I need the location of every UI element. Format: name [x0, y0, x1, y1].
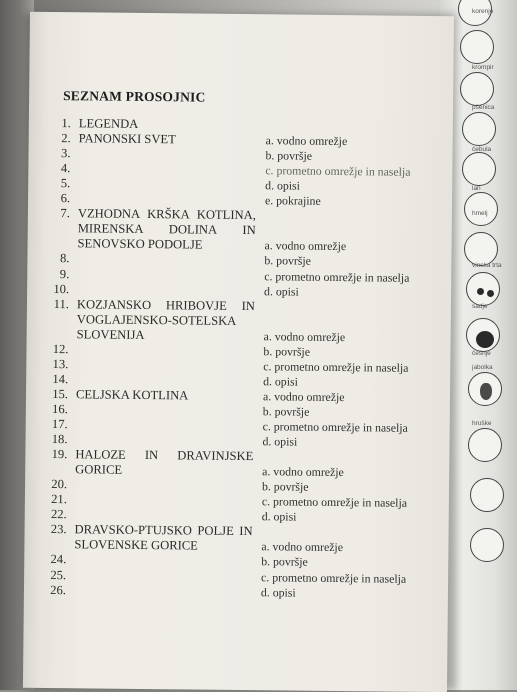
binder-label: korenje	[472, 8, 493, 15]
item-number: 25.	[24, 567, 66, 581]
page-title: SEZNAM PROSOJNIC	[63, 88, 206, 105]
transparency-subitem: d. opisi	[262, 510, 297, 524]
item-number: 18.	[25, 432, 67, 446]
crop-icon	[462, 112, 496, 146]
transparency-subitem: b. površje	[264, 254, 311, 268]
transparency-subitem: c. prometno omrežje in naselja	[263, 359, 408, 375]
region-name: HALOZE IN DRAVINJSKE	[75, 447, 253, 463]
region-name: KOZJANSKO HRIBOVJE IN	[77, 297, 255, 313]
crop-icon	[464, 232, 498, 266]
transparency-subitem: e. pokrajine	[265, 194, 321, 209]
binder-label: pšenica	[472, 104, 494, 111]
transparency-subitem: b. površje	[263, 404, 310, 418]
region-name: GORICE	[75, 462, 253, 478]
item-number: 19.	[25, 447, 67, 461]
transparency-subitem: c. prometno omrežje in naselja	[261, 570, 406, 586]
item-number: 6.	[28, 191, 70, 205]
transparency-subitem: a. vodno omrežje	[261, 540, 343, 555]
transparency-subitem: b. površje	[262, 479, 309, 493]
transparency-subitem: a. vodno omrežje	[262, 464, 344, 479]
binder-label: hmelj	[472, 210, 488, 217]
item-number: 20.	[25, 477, 67, 491]
region-name: SENOVSKO PODOLJE	[78, 237, 256, 253]
item-number: 22.	[25, 507, 67, 521]
item-number: 13.	[26, 357, 68, 371]
pear-icon	[480, 383, 492, 400]
cherry-icon	[477, 288, 484, 295]
transparency-subitem: b. površje	[263, 344, 310, 358]
item-number: 8.	[27, 251, 69, 265]
binder-label: krompir	[472, 64, 494, 71]
transparency-subitem: b. površje	[261, 555, 308, 569]
transparency-subitem: d. opisi	[265, 178, 300, 192]
transparency-subitem: a. vodno omrežje	[266, 133, 348, 148]
item-number: 24.	[24, 552, 66, 566]
transparency-subitem: c. prometno omrežje in naselja	[263, 419, 408, 435]
fruit-icon	[470, 528, 504, 562]
binder-label: čebula	[472, 146, 491, 153]
region-name: CELJSKA KOTLINA	[76, 387, 254, 403]
item-number: 3.	[28, 146, 70, 160]
region-name: LEGENDA	[79, 116, 257, 132]
binder-label: češnje	[472, 350, 491, 357]
item-number: 15.	[26, 387, 68, 401]
item-number: 14.	[26, 372, 68, 386]
region-name: DRAVSKO-PTUJSKO POLJE IN	[75, 523, 253, 539]
transparency-subitem: d. opisi	[262, 434, 297, 448]
binder-label: jabolka	[472, 364, 493, 371]
item-number: 4.	[28, 161, 70, 175]
region-name: MIRENSKA DOLINA IN	[78, 222, 256, 238]
binder-label: vinska trta	[472, 262, 502, 269]
region-name: SLOVENSKE GORICE	[74, 538, 252, 554]
item-number: 10.	[27, 281, 69, 295]
item-number: 1.	[29, 116, 71, 130]
transparency-subitem: c. prometno omrežje in naselja	[262, 494, 407, 510]
transparency-subitem: a. vodno omrežje	[264, 329, 346, 344]
transparency-subitem: d. opisi	[261, 585, 296, 599]
crop-icon	[460, 30, 494, 64]
item-number: 16.	[26, 402, 68, 416]
item-number: 26.	[24, 582, 66, 596]
item-number: 9.	[27, 266, 69, 280]
item-number: 23.	[25, 522, 67, 536]
region-name: VOGLAJENSKO-SOTELSKA	[77, 312, 255, 328]
item-number: 17.	[26, 417, 68, 431]
region-name: PANONSKI SVET	[79, 131, 257, 147]
transparency-subitem: d. opisi	[263, 374, 298, 388]
transparency-subitem: a. vodno omrežje	[265, 239, 347, 254]
item-number: 2.	[29, 131, 71, 145]
transparency-subitem: d. opisi	[264, 284, 299, 298]
fruit-icon	[470, 478, 504, 512]
item-number: 11.	[27, 296, 69, 310]
transparency-subitem: b. površje	[265, 148, 312, 162]
transparency-subitem: c. prometno omrežje in naselja	[265, 163, 410, 179]
transparency-subitem: a. vodno omrežje	[263, 389, 345, 404]
region-name: SLOVENIJA	[77, 327, 255, 343]
crop-icon	[460, 72, 494, 106]
apple-icon	[476, 331, 494, 348]
fruit-icon	[468, 428, 502, 462]
crop-icon	[462, 152, 496, 186]
binder-label: lan	[472, 185, 481, 192]
region-name: VZHODNA KRŠKA KOTLINA,	[78, 207, 256, 223]
list-item	[24, 582, 444, 600]
binder-label: hruške	[472, 420, 492, 427]
item-number: 5.	[28, 176, 70, 190]
item-number: 21.	[25, 492, 67, 506]
item-number: 7.	[28, 206, 70, 220]
document-page	[23, 12, 454, 692]
transparency-subitem: c. prometno omrežje in naselja	[264, 269, 409, 285]
crop-icon	[464, 192, 498, 226]
cherry-icon	[487, 290, 494, 297]
item-number: 12.	[26, 342, 68, 356]
binder-label: sadje	[472, 303, 488, 310]
